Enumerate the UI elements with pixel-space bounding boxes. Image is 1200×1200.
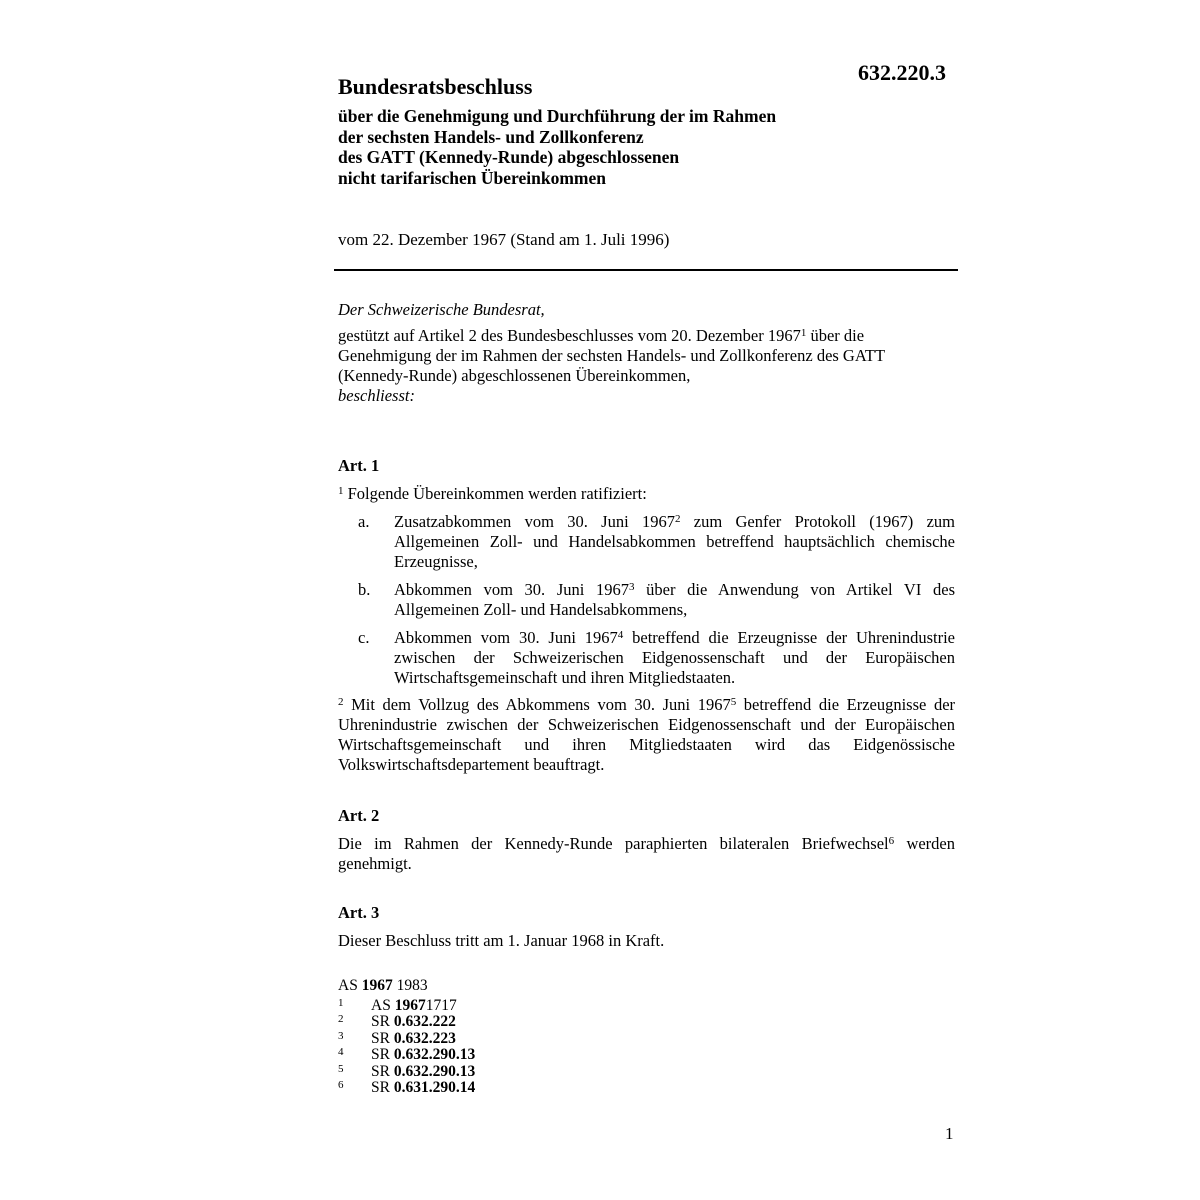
footnote (338, 1080, 475, 1097)
paragraph-number: 2 (338, 696, 344, 708)
as-prefix: AS (338, 977, 362, 994)
paragraph-number: 1 (338, 485, 344, 497)
subtitle-line: der sechsten Handels- und Zollkonferenz (338, 126, 644, 147)
footnote-number: 4 (338, 1046, 344, 1058)
article-paragraph: Dieser Beschluss tritt am 1. Januar 1968 in Kraft. (338, 931, 665, 950)
article-heading: Art. 3 (338, 903, 380, 922)
footnote-reference: 0.631.290.14 (393, 1079, 476, 1096)
document-subtitle (338, 106, 898, 188)
document-title: Bundesratsbeschluss (338, 74, 533, 99)
footnote-ref[interactable]: 1 (800, 327, 807, 339)
list-item (338, 580, 955, 620)
list-item-text-part: Abkommen vom 30. Juni 1967 (394, 628, 618, 647)
preamble-resolves: beschliesst: (338, 386, 415, 405)
subtitle-line: des GATT (Kennedy-Runde) abgeschlossenen (338, 147, 680, 167)
list-letter: b. (358, 580, 371, 599)
footnote-reference: 1967 (394, 996, 426, 1014)
page-number: 1 (945, 1124, 954, 1143)
list-letter: a. (358, 512, 370, 531)
list-item-text-part: zum Genfer Protokoll (1967) zum Allgemeinen Zoll- und Handelsabkommen betreffend hauptsächlich chemische Erzeugnisse, (394, 512, 956, 571)
footnote-reference: 0.632.290.13 (393, 1062, 476, 1080)
footnote-prefix: SR (371, 1029, 390, 1047)
footnote-ref[interactable]: 6 (888, 835, 895, 847)
article-paragraph (338, 484, 955, 504)
as-year: 1967 (361, 977, 393, 994)
subtitle-line: nicht tarifarischen Übereinkommen (338, 167, 606, 188)
list-item-text-part: über die Anwendung von Artikel VI des Allgemeinen Zoll- und Handelsabkommens, (394, 580, 955, 619)
paragraph-text: betreffend die Erzeugnisse der Uhrenindustrie zwischen der Schweizerischen Eidgenossenschaft und der Europäischen Wirtschaftsgemeinschaft und ihren Mitgliedstaaten wird das Eidgenössische Volkswirtschaftsdepartement beauftragt. (338, 695, 956, 774)
footnote-ref[interactable]: 5 (730, 696, 737, 708)
date-line: vom 22. Dezember 1967 (Stand am 1. Juli 1996) (338, 230, 670, 249)
preamble-basis (338, 326, 955, 386)
footnote-ref[interactable]: 4 (617, 629, 624, 641)
preamble-basis-text: gestützt auf Artikel 2 des Bundesbeschlusses vom 20. Dezember 1967 (338, 326, 801, 345)
article-2 (338, 806, 955, 874)
list-item-text (394, 512, 955, 572)
article-paragraph (338, 695, 955, 775)
article-heading: Art. 2 (338, 806, 380, 825)
footnote-number: 2 (338, 1013, 344, 1025)
paragraph-text: Folgende Übereinkommen werden ratifiziert: (343, 484, 647, 503)
footnote-reference: 0.632.223 (393, 1029, 456, 1047)
list-item-text-part: Zusatzabkommen vom 30. Juni 1967 (394, 512, 675, 531)
footnote-prefix: SR (371, 1062, 390, 1080)
list-item-text-part: betreffend die Erzeugnisse der Uhrenindustrie zwischen der Schweizerischen Eidgenossenschaft und der Europäischen Wirtschaftsgemeinschaft und ihren Mitgliedstaaten. (394, 628, 955, 687)
article-paragraph (338, 834, 955, 874)
footnote-number: 3 (338, 1029, 344, 1042)
list-item-text (394, 628, 955, 688)
as-page: 1983 (392, 977, 428, 994)
paragraph-text: werden genehmigt. (338, 834, 955, 873)
footnote-number: 1 (338, 996, 344, 1009)
footnote-number: 5 (338, 1062, 344, 1075)
footnote-number: 6 (338, 1079, 344, 1091)
article-1 (338, 456, 955, 775)
footnote-rest: 1717 (425, 996, 457, 1014)
preamble (338, 300, 955, 406)
list-item (338, 628, 955, 688)
as-reference (338, 978, 475, 995)
subtitle-line: über die Genehmigung und Durchführung der im Rahmen (338, 106, 777, 126)
convention-list (338, 512, 955, 688)
list-item (338, 512, 955, 572)
footnote-ref[interactable]: 2 (674, 513, 681, 525)
paragraph-text: Die im Rahmen der Kennedy-Runde paraphierten bilateralen Briefwechsel (338, 834, 889, 853)
footnote-prefix: SR (371, 1046, 390, 1063)
list-item-text-part: Abkommen vom 30. Juni 1967 (394, 580, 629, 599)
footnote-prefix: SR (371, 1013, 390, 1030)
footnote-reference: 0.632.222 (393, 1013, 456, 1030)
article-3 (338, 903, 955, 951)
paragraph-text: Mit dem Vollzug des Abkommens vom 30. Juni 1967 (343, 695, 731, 714)
preamble-authority: Der Schweizerische Bundesrat, (338, 300, 545, 319)
list-letter: c. (358, 628, 370, 647)
preamble-basis-text: über die Genehmigung der im Rahmen der sechsten Handels- und Zollkonferenz des GATT (Kennedy-Runde) abgeschlossenen Übereinkommen, (338, 326, 885, 385)
footnote-prefix: AS (371, 996, 391, 1014)
list-item-text (394, 580, 955, 620)
article-heading: Art. 1 (338, 456, 380, 475)
footnote-reference: 0.632.290.13 (393, 1046, 476, 1063)
footnote-prefix: SR (371, 1079, 390, 1096)
footnote-ref[interactable]: 3 (629, 581, 635, 593)
footnotes (338, 978, 475, 1097)
header-divider (334, 269, 958, 271)
sr-number: 632.220.3 (858, 60, 946, 85)
